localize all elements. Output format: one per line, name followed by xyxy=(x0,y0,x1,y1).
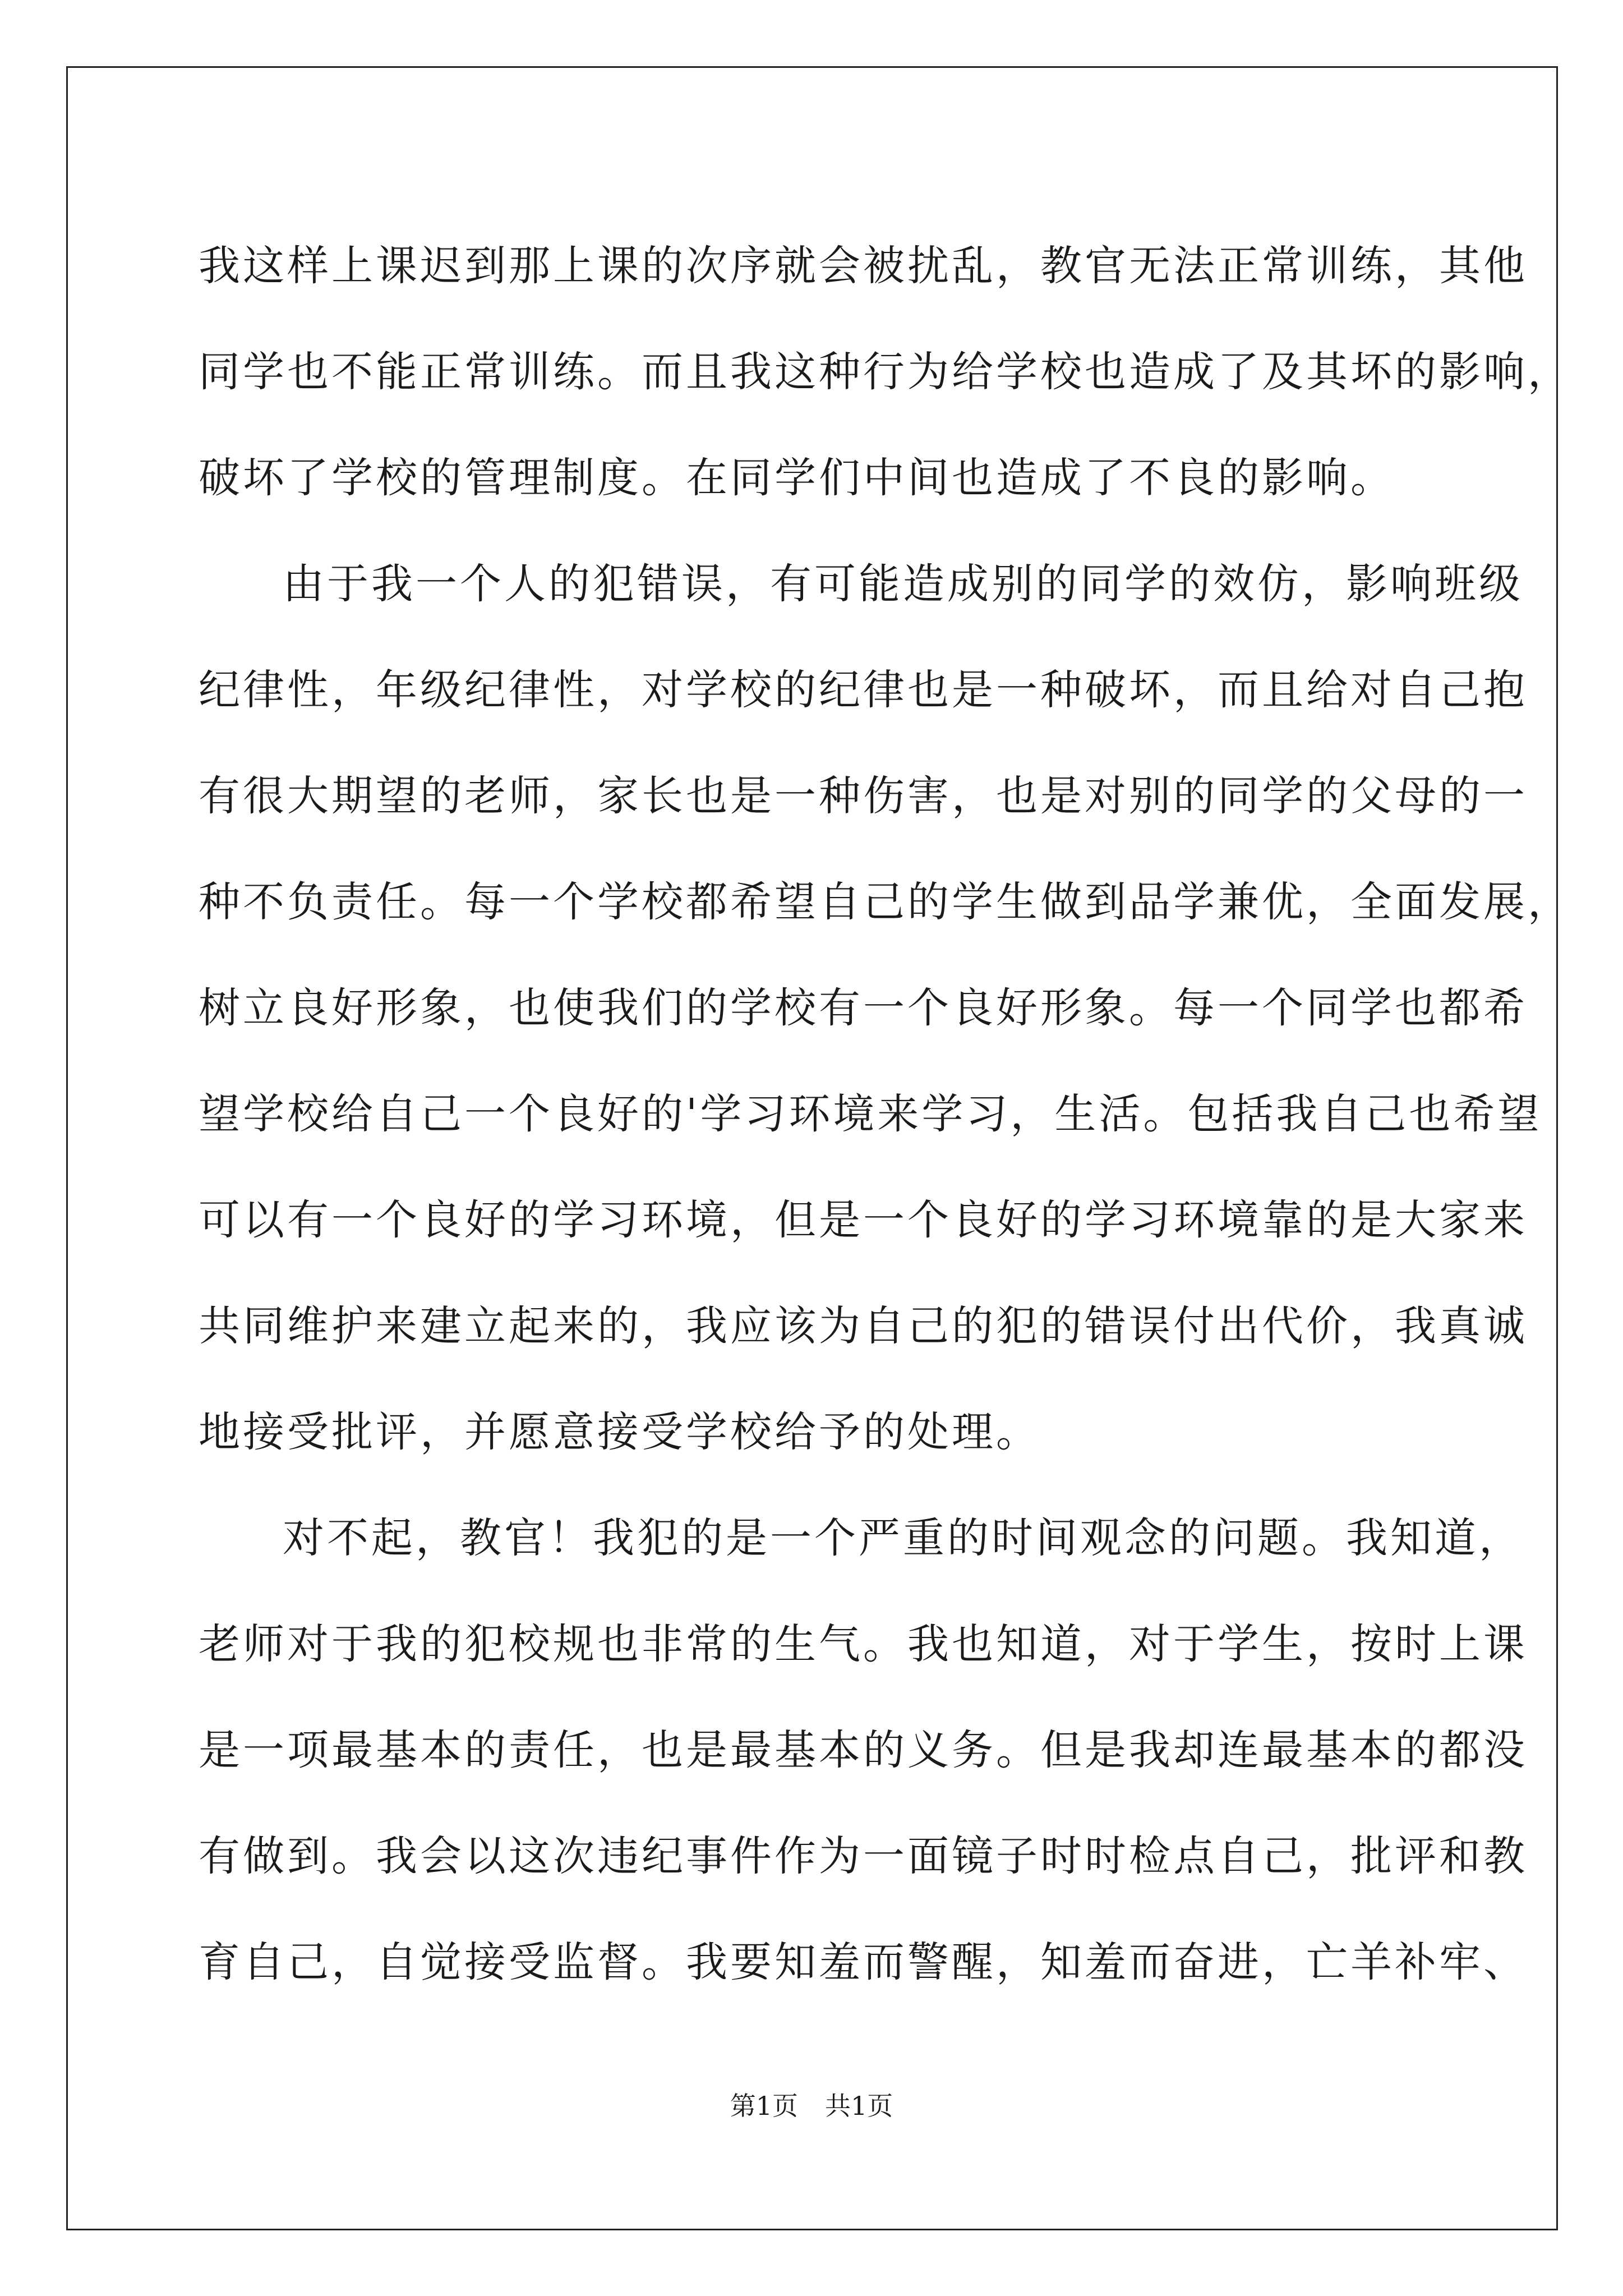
document-body xyxy=(199,213,1572,2016)
page-number-current: 第1页 xyxy=(730,2091,798,2121)
page-footer xyxy=(0,2089,1623,2123)
text-line: 我这样上课迟到那上课的次序就会被扰乱，教官无法正常训练，其他 xyxy=(199,242,1528,290)
text-line: 种不负责任。每一个学校都希望自己的学生做到品学兼优，全面发展， xyxy=(199,878,1572,926)
text-line: 同学也不能正常训练。而且我这种行为给学校也造成了及其坏的影响， xyxy=(199,348,1572,396)
text-line: 是一项最基本的责任，也是最基本的义务。但是我却连最基本的都没 xyxy=(199,1726,1528,1774)
page-number-total: 共1页 xyxy=(825,2091,893,2121)
text-line: 破坏了学校的管理制度。在同学们中间也造成了不良的影响。 xyxy=(199,454,1395,502)
text-line: 有很大期望的老师，家长也是一种伤害，也是对别的同学的父母的一 xyxy=(199,772,1528,820)
text-line: 望学校给自己一个良好的'学习环境来学习，生活。包括我自己也希望 xyxy=(199,1090,1542,1138)
paragraph-start-line: 由于我一个人的犯错误，有可能造成别的同学的效仿，影响班级 xyxy=(283,560,1523,608)
text-line: 可以有一个良好的学习环境，但是一个良好的学习环境靠的是大家来 xyxy=(199,1196,1528,1244)
text-line: 树立良好形象，也使我们的学校有一个良好形象。每一个同学也都希 xyxy=(199,984,1528,1032)
text-line: 共同维护来建立起来的，我应该为自己的犯的错误付出代价，我真诚 xyxy=(199,1302,1528,1350)
text-line: 地接受批评，并愿意接受学校给予的处理。 xyxy=(199,1408,1040,1456)
text-line: 纪律性，年级纪律性，对学校的纪律也是一种破坏，而且给对自己抱 xyxy=(199,666,1528,714)
text-line: 老师对于我的犯校规也非常的生气。我也知道，对于学生，按时上课 xyxy=(199,1620,1528,1668)
text-line: 育自己，自觉接受监督。我要知羞而警醒，知羞而奋进，亡羊补牢、 xyxy=(199,1938,1528,1986)
text-line: 有做到。我会以这次违纪事件作为一面镜子时时检点自己，批评和教 xyxy=(199,1832,1528,1880)
paragraph-start-line: 对不起，教官！我犯的是一个严重的时间观念的问题。我知道， xyxy=(283,1514,1523,1562)
